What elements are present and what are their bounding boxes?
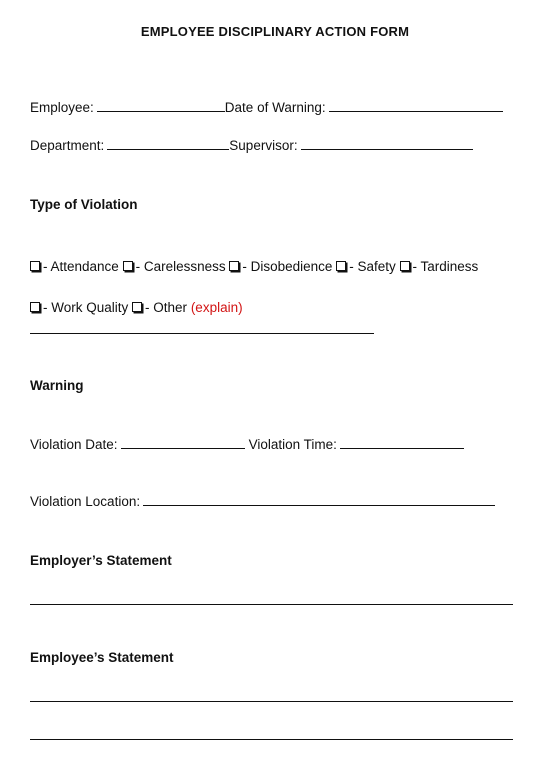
violation-time-label: Violation Time: (248, 437, 337, 452)
carelessness-label: - Carelessness (135, 259, 226, 274)
disobedience-checkbox[interactable] (229, 261, 239, 271)
date-of-warning-input-line[interactable] (329, 111, 503, 112)
employees-statement-heading: Employee’s Statement (30, 650, 174, 665)
department-row (30, 138, 473, 153)
option-attendance[interactable] (30, 259, 119, 274)
other-label: - Other (145, 300, 188, 315)
safety-label: - Safety (349, 259, 396, 274)
employees-statement-line-1[interactable] (30, 701, 513, 702)
employee-row (30, 100, 503, 115)
date-of-warning-label: Date of Warning: (224, 100, 326, 115)
option-other[interactable] (132, 300, 243, 315)
option-safety[interactable] (336, 259, 396, 274)
type-of-violation-heading: Type of Violation (30, 197, 138, 212)
safety-checkbox[interactable] (336, 261, 346, 271)
work-quality-checkbox[interactable] (30, 302, 40, 312)
attendance-checkbox[interactable] (30, 261, 40, 271)
employee-label: Employee: (30, 100, 94, 115)
option-carelessness[interactable] (123, 259, 226, 274)
department-input-line[interactable] (107, 149, 229, 150)
violation-date-input-line[interactable] (121, 448, 245, 449)
option-work-quality[interactable] (30, 300, 128, 315)
tardiness-label: - Tardiness (412, 259, 479, 274)
option-disobedience[interactable] (229, 259, 332, 274)
form-title: EMPLOYEE DISCIPLINARY ACTION FORM (140, 24, 410, 39)
violation-location-row (30, 494, 495, 509)
employee-input-line[interactable] (97, 111, 225, 112)
violation-options-row-1 (30, 259, 478, 274)
other-explanation-line[interactable] (30, 333, 374, 334)
violation-date-label: Violation Date: (30, 437, 118, 452)
violation-time-input-line[interactable] (340, 448, 464, 449)
supervisor-label: Supervisor: (229, 138, 298, 153)
violation-date-time-row (30, 437, 464, 452)
explain-label: (explain) (190, 300, 243, 315)
department-label: Department: (30, 138, 105, 153)
carelessness-checkbox[interactable] (123, 261, 133, 271)
warning-heading: Warning (30, 378, 84, 393)
work-quality-label: - Work Quality (43, 300, 129, 315)
employers-statement-line[interactable] (30, 604, 513, 605)
employers-statement-heading: Employer’s Statement (30, 553, 172, 568)
violation-options-row-2 (30, 300, 243, 315)
tardiness-checkbox[interactable] (400, 261, 410, 271)
disobedience-label: - Disobedience (242, 259, 333, 274)
option-tardiness[interactable] (400, 259, 479, 274)
other-checkbox[interactable] (132, 302, 142, 312)
violation-location-label: Violation Location: (30, 494, 141, 509)
attendance-label: - Attendance (43, 259, 119, 274)
violation-location-input-line[interactable] (143, 505, 495, 506)
supervisor-input-line[interactable] (301, 149, 473, 150)
employees-statement-line-2[interactable] (30, 739, 513, 740)
